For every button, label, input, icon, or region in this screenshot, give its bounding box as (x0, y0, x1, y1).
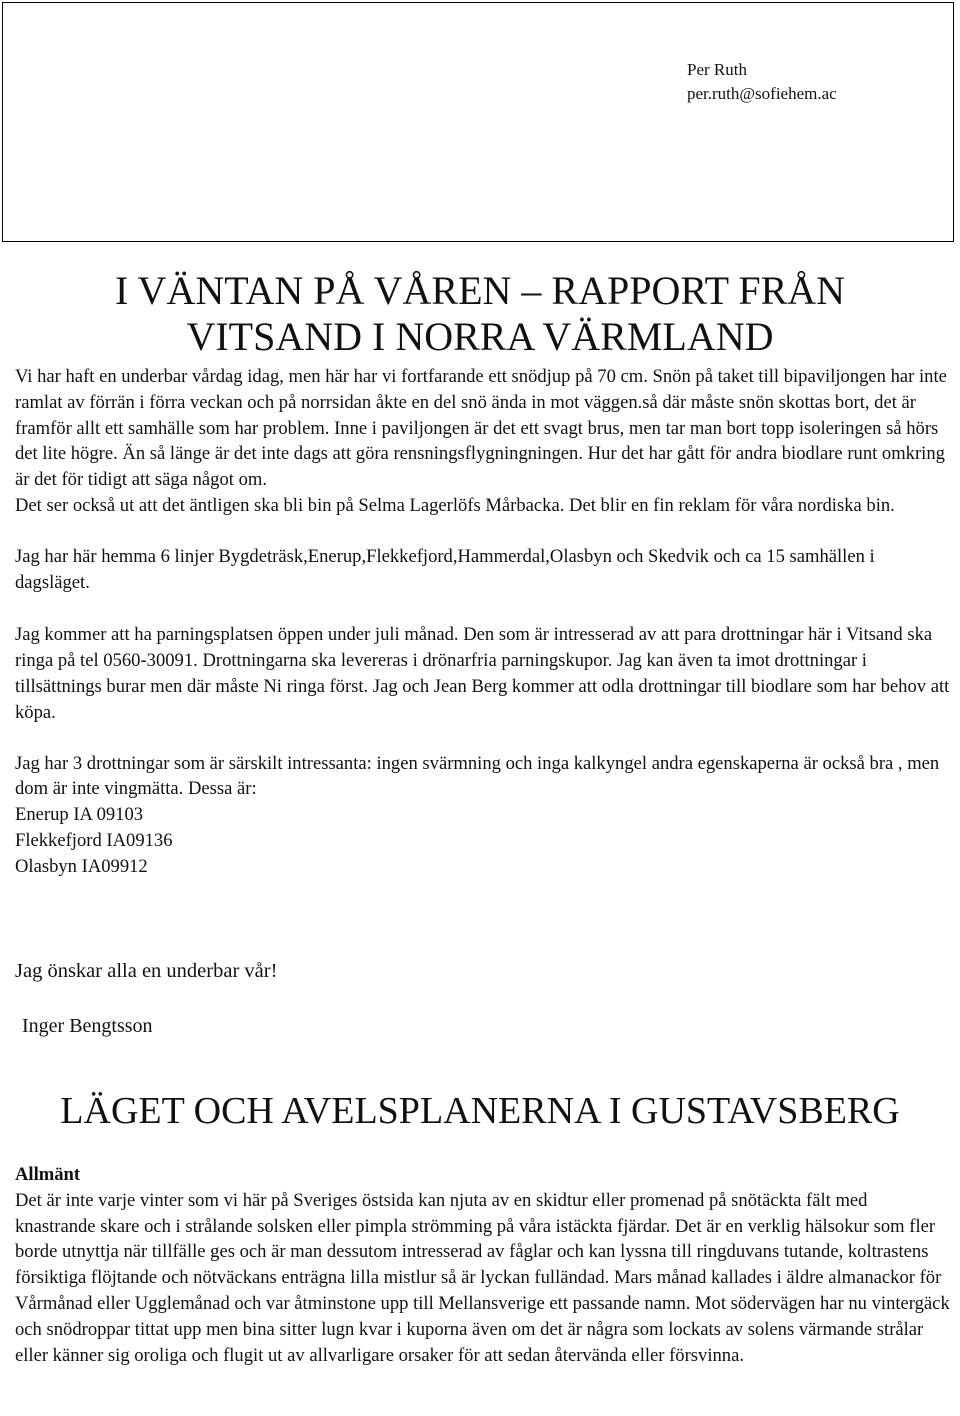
contact-block (687, 58, 837, 106)
article1-title-line2: VITSAND I NORRA VÄRMLAND (186, 314, 774, 359)
article1-title (0, 268, 960, 360)
signature: Inger Bengtsson (22, 1015, 153, 1037)
queen-list-item: Enerup IA 09103 (15, 804, 144, 826)
article1-paragraph: Jag har 3 drottningar som är särskilt intressanta: ingen svärmning och inga kalkyngel andra egenskaperna är också bra , men dom är inte vingmätta. Dessa är: (15, 752, 940, 800)
article1-paragraph: Det ser också ut att det äntligen ska bli bin på Selma Lagerlöfs Mårbacka. Det blir en fin reklam för våra nordiska bin. (15, 494, 895, 516)
article2-body (15, 1162, 950, 1368)
author-name: Per Ruth (687, 60, 747, 79)
article1-title-line1: I VÄNTAN PÅ VÅREN – RAPPORT FRÅN (114, 268, 846, 313)
queen-list (15, 802, 950, 879)
article2-subhead: Allmänt (15, 1164, 81, 1185)
closing-wish: Jag önskar alla en underbar vår! (15, 960, 278, 982)
author-email: per.ruth@sofiehem.ac (687, 84, 837, 103)
article2-paragraph: Det är inte varje vinter som vi här på Sveriges östsida kan njuta av en skidtur eller promenad på snötäckta fält med knastrande skare och i strålande solsken eller pimpla strömming på våra istäckta fjärdar. Det är en verklig hälsokur som fler borde utnyttja när tillfälle ges och är man dessutom intresserad av fåglar och kan lyssna till ringduvans tutande, koltrastens försiktiga flöjtande och nötväckans enträgna lilla mistlur så är lyckan fulländad. Mars månad kallades i äldre almanackor för Vårmånad eller Ugglemånad och var åtminstone upp till Mellansverige ett passande namn. Mot södervägen har nu vintergäck och snödroppar tittat upp men bina sitter lugn kvar i kuporna även om det är några som lockats av solens värmande strålar eller känner sig oroliga och flugit ut av allvarligare orsaker för att sedan återvända eller försvinna. (15, 1189, 950, 1366)
queen-list-item: Olasbyn IA09912 (15, 855, 148, 877)
article1-paragraph: Jag kommer att ha parningsplatsen öppen under juli månad. Den som är intresserad av att para drottningar här i Vitsand ska ringa på tel 0560-30091. Drottningarna ska levereras i drönarfria parningskupor. Jag kan även ta imot drottningar i tillsättnings burar men där måste Ni ringa först. Jag och Jean Berg kommer att odla drottningar till biodlare som har behov att köpa. (15, 624, 950, 723)
article1-paragraph: Jag har här hemma 6 linjer Bygdeträsk,Enerup,Flekkefjord,Hammerdal,Olasbyn och Skedvik och ca 15 samhällen i dagsläget. (15, 545, 875, 593)
header-box (2, 2, 954, 242)
article2-title: LÄGET OCH AVELSPLANERNA I GUSTAVSBERG (60, 1090, 900, 1132)
article1-paragraph: Vi har haft en underbar vårdag idag, men här har vi fortfarande ett snödjup på 70 cm. Snön på taket till bipaviljongen har inte ramlat av förrän i förra veckan och på norrsidan åkte en del snö ända in mot väggen.så där måste snön skottas bort, det är framför allt ett samhälle som har problem. Inne i paviljongen är det ett svagt brus, men tar man bort topp isoleringen så hörs det lite högre. Än så länge är det inte dags att göra rensningsflygningningen. Hur det har gått för andra biodlare runt omkring är det för tidigt att säga något om. (15, 366, 947, 491)
queen-list-item: Flekkefjord IA09136 (15, 829, 173, 851)
article1-body (15, 364, 950, 880)
